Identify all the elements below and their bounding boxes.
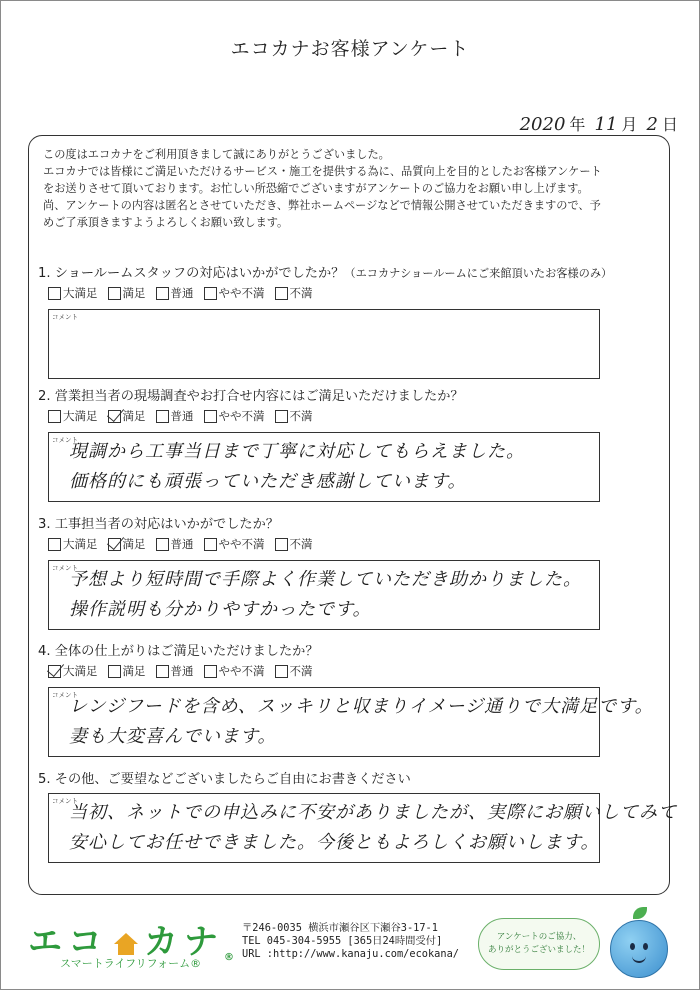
question-2-options	[48, 408, 323, 424]
checkbox[interactable]	[156, 410, 169, 423]
thanks-line: ありがとうございました！	[487, 945, 590, 955]
intro-line: 尚、アンケートの内容は匿名とさせていただき、弊社ホームページなどで情報公開させていただきますので、予	[43, 199, 601, 212]
handwritten-comment-line: 安心してお任せできました。今後ともよろしくお願いします。	[69, 832, 600, 853]
rating-option[interactable]	[204, 536, 265, 552]
option-label: やや不満	[218, 409, 265, 423]
option-label: 普通	[170, 409, 194, 423]
question-1-title	[38, 262, 612, 281]
checkbox[interactable]	[275, 665, 288, 678]
checkbox[interactable]	[204, 410, 217, 423]
checkbox[interactable]	[156, 538, 169, 551]
question-3-options	[48, 536, 323, 552]
handwritten-comment-line: 当初、ネットでの申込みに不安がありましたが、実際にお願いしてみて	[69, 802, 677, 823]
handwritten-comment-line: 現調から工事当日まで丁寧に対応してもらえました。	[69, 441, 525, 462]
thanks-bubble	[478, 918, 600, 970]
date-month-unit: 月	[621, 115, 638, 134]
handwritten-comment-line: 妻も大変喜んでいます。	[69, 726, 277, 747]
rating-option[interactable]	[108, 536, 146, 552]
registered-mark: ®	[224, 952, 240, 963]
page-title: エコカナお客様アンケート	[230, 38, 470, 60]
earth-mascot-icon	[610, 920, 668, 978]
question-4-title	[38, 640, 319, 659]
comment-label: コメント	[52, 313, 78, 321]
checkbox[interactable]	[156, 287, 169, 300]
date-day: 2	[646, 114, 658, 135]
survey-date	[516, 112, 678, 135]
question-1-options	[48, 285, 323, 301]
option-label: 満足	[122, 537, 146, 551]
question-3-title	[38, 513, 279, 532]
rating-option[interactable]	[48, 536, 98, 552]
checkbox[interactable]	[204, 538, 217, 551]
option-label: 大満足	[63, 286, 98, 300]
checkbox[interactable]	[108, 538, 121, 551]
handwritten-comment-line: レンジフードを含め、スッキリと収まりイメージ通りで大満足です。	[69, 696, 654, 717]
date-year: 2020	[519, 114, 566, 135]
checkbox[interactable]	[48, 287, 61, 300]
comment-label: コメント	[52, 564, 78, 572]
option-label: 満足	[122, 409, 146, 423]
question-5-title	[38, 768, 411, 787]
option-label: 不満	[289, 537, 313, 551]
rating-option[interactable]	[275, 408, 313, 424]
rating-option[interactable]	[108, 408, 146, 424]
house-icon	[114, 933, 138, 955]
option-label: 普通	[170, 537, 194, 551]
rating-option[interactable]	[108, 285, 146, 301]
comment-box-2[interactable]	[48, 432, 600, 502]
question-text: 4. 全体の仕上がりはご満足いただけましたか？	[38, 644, 319, 659]
handwritten-comment-line: 操作説明も分かりやすかったです。	[69, 599, 372, 620]
option-label: やや不満	[218, 286, 265, 300]
contact-info	[242, 922, 459, 961]
rating-option[interactable]	[275, 536, 313, 552]
rating-option[interactable]	[275, 285, 313, 301]
rating-option[interactable]	[204, 663, 265, 679]
rating-option[interactable]	[48, 663, 98, 679]
comment-box-4[interactable]	[48, 687, 654, 757]
option-label: やや不満	[218, 537, 265, 551]
option-label: 不満	[289, 286, 313, 300]
option-label: 大満足	[63, 537, 98, 551]
option-label: 大満足	[63, 664, 98, 678]
date-day-unit: 日	[661, 115, 678, 134]
comment-box-1[interactable]	[48, 309, 600, 379]
question-2-title	[38, 385, 464, 404]
checkbox[interactable]	[108, 287, 121, 300]
intro-line: この度はエコカナをご利用頂きまして誠にありがとうございました。	[43, 148, 390, 161]
option-label: 不満	[289, 664, 313, 678]
checkbox[interactable]	[275, 538, 288, 551]
rating-option[interactable]	[156, 663, 194, 679]
intro-line: めご了承頂きますようよろしくお願い致します。	[43, 216, 289, 229]
checkbox[interactable]	[108, 410, 121, 423]
website-url[interactable]: URL :http://www.kanaju.com/ecokana/	[242, 948, 459, 960]
intro-line: をお送りさせて頂いております。お忙しい所恐縮でございますがアンケートのご協力をお願い申し上げます。	[43, 182, 589, 195]
rating-option[interactable]	[204, 408, 265, 424]
comment-label: コメント	[52, 436, 78, 444]
comment-box-5[interactable]	[48, 793, 677, 863]
date-month: 11	[594, 114, 618, 135]
comment-label: コメント	[52, 797, 78, 805]
checkbox[interactable]	[204, 287, 217, 300]
checkbox[interactable]	[275, 410, 288, 423]
intro-line: エコカナでは皆様にご満足いただけるサービス・施工を提供する為に、品質向上を目的としたお客様アンケート	[43, 165, 602, 178]
option-label: 普通	[170, 286, 194, 300]
option-label: 普通	[170, 664, 194, 678]
date-year-unit: 年	[569, 115, 586, 134]
footer	[0, 900, 700, 988]
question-text: 5. その他、ご要望などございましたらご自由にお書きください	[38, 772, 411, 787]
rating-option[interactable]	[156, 536, 194, 552]
phone: TEL 045-304-5955 [365日24時間受付]	[242, 935, 443, 947]
rating-option[interactable]	[48, 285, 98, 301]
checkbox[interactable]	[108, 665, 121, 678]
question-4-options	[48, 663, 323, 679]
checkbox[interactable]	[156, 665, 169, 678]
question-text: 2. 営業担当者の現場調査やお打合せ内容にはご満足いただけましたか？	[38, 389, 464, 404]
option-label: 大満足	[63, 409, 98, 423]
logo-text-eco: エコ	[28, 922, 108, 962]
option-label: 満足	[122, 286, 146, 300]
question-note: （エコカナショールームにご来館頂いたお客様のみ）	[344, 267, 613, 280]
checkbox[interactable]	[48, 538, 61, 551]
option-label: 満足	[122, 664, 146, 678]
comment-box-3[interactable]	[48, 560, 600, 630]
rating-option[interactable]	[156, 285, 194, 301]
rating-option[interactable]	[275, 663, 313, 679]
question-text: 3. 工事担当者の対応はいかがでしたか？	[38, 517, 279, 532]
checkbox[interactable]	[275, 287, 288, 300]
checkbox[interactable]	[204, 665, 217, 678]
checkbox[interactable]	[48, 665, 61, 678]
thanks-line: アンケートのご協力、	[496, 932, 582, 942]
handwritten-comment-line: 価格的にも頑張っていただき感謝しています。	[69, 471, 467, 492]
rating-option[interactable]	[48, 408, 98, 424]
comment-label: コメント	[52, 691, 78, 699]
rating-option[interactable]	[108, 663, 146, 679]
address: 〒246-0035 横浜市瀬谷区下瀬谷3-17-1	[242, 922, 438, 934]
rating-option[interactable]	[204, 285, 265, 301]
logo-subtitle: スマートライフリフォーム®	[60, 957, 202, 970]
intro-text	[43, 146, 663, 231]
handwritten-comment-line: 予想より短時間で手際よく作業していただき助かりました。	[69, 569, 582, 590]
rating-option[interactable]	[156, 408, 194, 424]
checkbox[interactable]	[48, 410, 61, 423]
option-label: 不満	[289, 409, 313, 423]
logo-text-kana: カナ	[144, 922, 224, 962]
option-label: やや不満	[218, 664, 265, 678]
question-text: 1. ショールームスタッフの対応はいかがでしたか？	[38, 266, 345, 281]
